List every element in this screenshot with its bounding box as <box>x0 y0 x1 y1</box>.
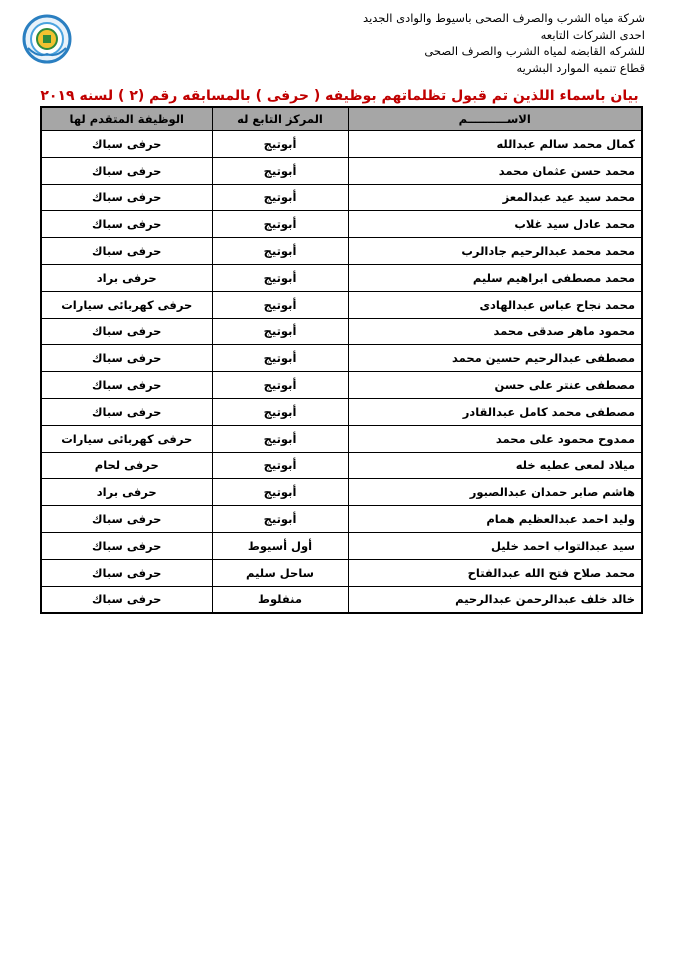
cell-job: حرفى سباك <box>41 506 212 533</box>
cell-name: محمد محمد عبدالرحيم جادالرب <box>348 238 642 265</box>
cell-center: أبوتيج <box>212 184 348 211</box>
table-row <box>41 211 642 238</box>
table-row <box>41 291 642 318</box>
column-header-center: المركز التابع له <box>212 107 348 131</box>
header-line-company: شركة مياه الشرب والصرف الصحى باسيوط والوادى الجديد <box>363 11 645 25</box>
cell-name: محمد عادل سيد غلاب <box>348 211 642 238</box>
table-row <box>41 238 642 265</box>
cell-job: حرفى سباك <box>41 131 212 158</box>
cell-name: مصطفى عنتر على حسن <box>348 372 642 399</box>
cell-job: حرفى سباك <box>41 559 212 586</box>
table-row <box>41 345 642 372</box>
column-header-job: الوظيفة المتقدم لها <box>41 107 212 131</box>
cell-name: هاشم صابر حمدان عبدالصبور <box>348 479 642 506</box>
cell-name: ميلاد لمعى عطيه خله <box>348 452 642 479</box>
logo-emblem-icon <box>22 14 72 64</box>
cell-job: حرفى سباك <box>41 586 212 613</box>
cell-center: أبوتيج <box>212 264 348 291</box>
table-row <box>41 586 642 613</box>
cell-center: أبوتيج <box>212 211 348 238</box>
cell-name: ممدوح محمود على محمد <box>348 425 642 452</box>
cell-center: أبوتيج <box>212 398 348 425</box>
cell-center: منفلوط <box>212 586 348 613</box>
company-logo <box>22 14 72 64</box>
cell-job: حرفى سباك <box>41 345 212 372</box>
table-row <box>41 318 642 345</box>
table-row <box>41 398 642 425</box>
cell-name: كمال محمد سالم عبدالله <box>348 131 642 158</box>
cell-center: أبوتيج <box>212 506 348 533</box>
cell-name: محمد نجاح عباس عبدالهادى <box>348 291 642 318</box>
cell-center: أول أسيوط <box>212 532 348 559</box>
table-row <box>41 131 642 158</box>
cell-name: محمد صلاح فتح الله عبدالفتاح <box>348 559 642 586</box>
header-line-affiliate: احدى الشركات التابعه <box>540 27 645 42</box>
table-row <box>41 506 642 533</box>
cell-name: مصطفى محمد كامل عبدالقادر <box>348 398 642 425</box>
cell-job: حرفى سباك <box>41 318 212 345</box>
cell-job: حرفى كهربائى سيارات <box>41 291 212 318</box>
table-header-row <box>41 107 642 131</box>
cell-center: أبوتيج <box>212 318 348 345</box>
cell-center: أبوتيج <box>212 479 348 506</box>
cell-job: حرفى سباك <box>41 157 212 184</box>
table-row <box>41 425 642 452</box>
cell-name: سيد عبدالتواب احمد خليل <box>348 532 642 559</box>
cell-center: أبوتيج <box>212 131 348 158</box>
cell-job: حرفى سباك <box>41 211 212 238</box>
cell-job: حرفى سباك <box>41 398 212 425</box>
names-table <box>40 106 643 614</box>
cell-name: محمد حسن عثمان محمد <box>348 157 642 184</box>
cell-center: أبوتيج <box>212 238 348 265</box>
cell-center: أبوتيج <box>212 157 348 184</box>
cell-job: حرفى سباك <box>41 372 212 399</box>
cell-job: حرفى براد <box>41 479 212 506</box>
cell-job: حرفى سباك <box>41 184 212 211</box>
cell-name: محمد مصطفى ابراهيم سليم <box>348 264 642 291</box>
table-row <box>41 559 642 586</box>
cell-job: حرفى لحام <box>41 452 212 479</box>
cell-job: حرفى سباك <box>41 238 212 265</box>
cell-center: أبوتيج <box>212 452 348 479</box>
cell-job: حرفى براد <box>41 264 212 291</box>
cell-center: أبوتيج <box>212 372 348 399</box>
cell-center: ساحل سليم <box>212 559 348 586</box>
table-row <box>41 532 642 559</box>
company-header <box>225 10 645 76</box>
table-row <box>41 157 642 184</box>
cell-job: حرفى كهربائى سيارات <box>41 425 212 452</box>
table-body <box>41 131 642 614</box>
table-row <box>41 479 642 506</box>
cell-center: أبوتيج <box>212 291 348 318</box>
cell-name: محمود ماهر صدقى محمد <box>348 318 642 345</box>
table-row <box>41 264 642 291</box>
cell-center: أبوتيج <box>212 425 348 452</box>
table-row <box>41 184 642 211</box>
cell-center: أبوتيج <box>212 345 348 372</box>
table-row <box>41 372 642 399</box>
cell-name: مصطفى عبدالرحيم حسين محمد <box>348 345 642 372</box>
document-title: بيان باسماء اللذين تم قبول تظلماتهم بوظيفه ( حرفى ) بالمسابقه رقم (٢ ) لسنه ٢٠١٩ <box>40 88 639 104</box>
cell-name: محمد سيد عيد عبدالمعز <box>348 184 642 211</box>
cell-name: وليد احمد عبدالعظيم همام <box>348 506 642 533</box>
header-line-sector: قطاع تنميه الموارد البشريه <box>516 60 645 75</box>
cell-job: حرفى سباك <box>41 532 212 559</box>
header-line-holding: للشركه القابضه لمياه الشرب والصرف الصحى <box>424 44 645 58</box>
table-row <box>41 452 642 479</box>
cell-name: خالد خلف عبدالرحمن عبدالرحيم <box>348 586 642 613</box>
column-header-name: الاســــــــــم <box>348 107 642 131</box>
